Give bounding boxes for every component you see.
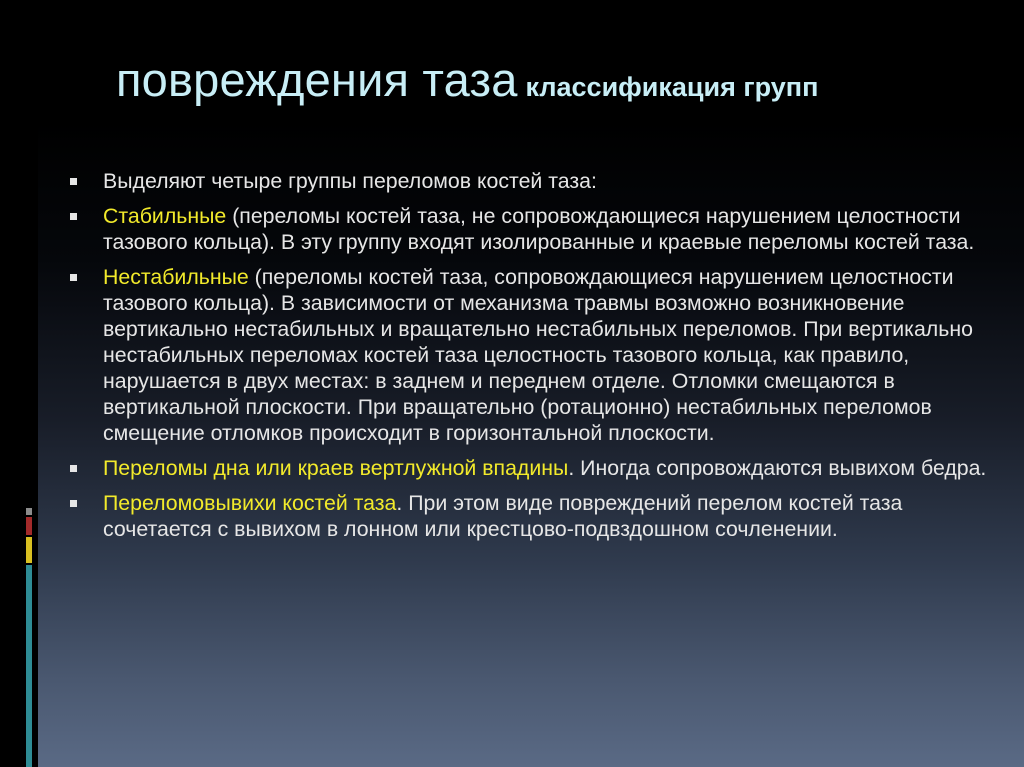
bullet-icon <box>70 178 77 185</box>
bullet-item-unstable <box>70 264 1000 446</box>
bullet-highlight: Переломовывихи костей таза <box>103 491 397 515</box>
bullet-text: . Иногда сопровождаются вывихом бедра. <box>568 456 987 480</box>
bullet-text: (переломы костей таза, не сопровождающиеся нарушением целостности тазового кольца). В эту группу входят изолированные и краевые переломы костей таза. <box>103 204 975 254</box>
bullet-list <box>70 168 1000 551</box>
accent-bar-teal <box>26 565 32 767</box>
bullet-highlight: Стабильные <box>103 204 227 228</box>
accent-bar-yellow <box>26 537 32 563</box>
bullet-icon <box>70 465 77 472</box>
accent-bar-gray-top <box>26 508 32 515</box>
bullet-icon <box>70 500 77 507</box>
bullet-icon <box>70 213 77 220</box>
bullet-highlight: Переломы дна или краев вертлужной впадины <box>103 456 569 480</box>
title-main: повреждения таза <box>116 53 518 106</box>
bullet-item-fracture-dislocation <box>70 490 1000 542</box>
bullet-item-acetabulum <box>70 455 1000 481</box>
bullet-item-intro <box>70 168 1000 194</box>
accent-bar-red <box>26 517 32 535</box>
bullet-highlight: Нестабильные <box>103 265 249 289</box>
bullet-icon <box>70 274 77 281</box>
slide-title <box>116 53 819 106</box>
bullet-item-stable <box>70 203 1000 255</box>
bullet-text: . При этом виде повреждений перелом костей таза сочетается с вывихом в лонном или крестцово-подвздошном сочленении. <box>103 491 903 541</box>
bullet-text: (переломы костей таза, сопровождающиеся нарушением целостности тазового кольца). В зависимости от механизма травмы возможно возникновение вертикально нестабильных и вращательно нестабильных переломов. При вертикально нестабильных переломах костей таза целостность тазового кольца, как правило, нарушается в двух местах: в заднем и переднем отделе. Отломки смещаются в вертикальной плоскости. При вращательно (ротационно) нестабильных переломов смещение отломков происходит в горизонтальной плоскости. <box>103 265 973 445</box>
title-subtitle: классификация групп <box>525 72 819 102</box>
bullet-text: Выделяют четыре группы переломов костей таза: <box>103 169 597 193</box>
left-decor-strip <box>0 0 38 767</box>
